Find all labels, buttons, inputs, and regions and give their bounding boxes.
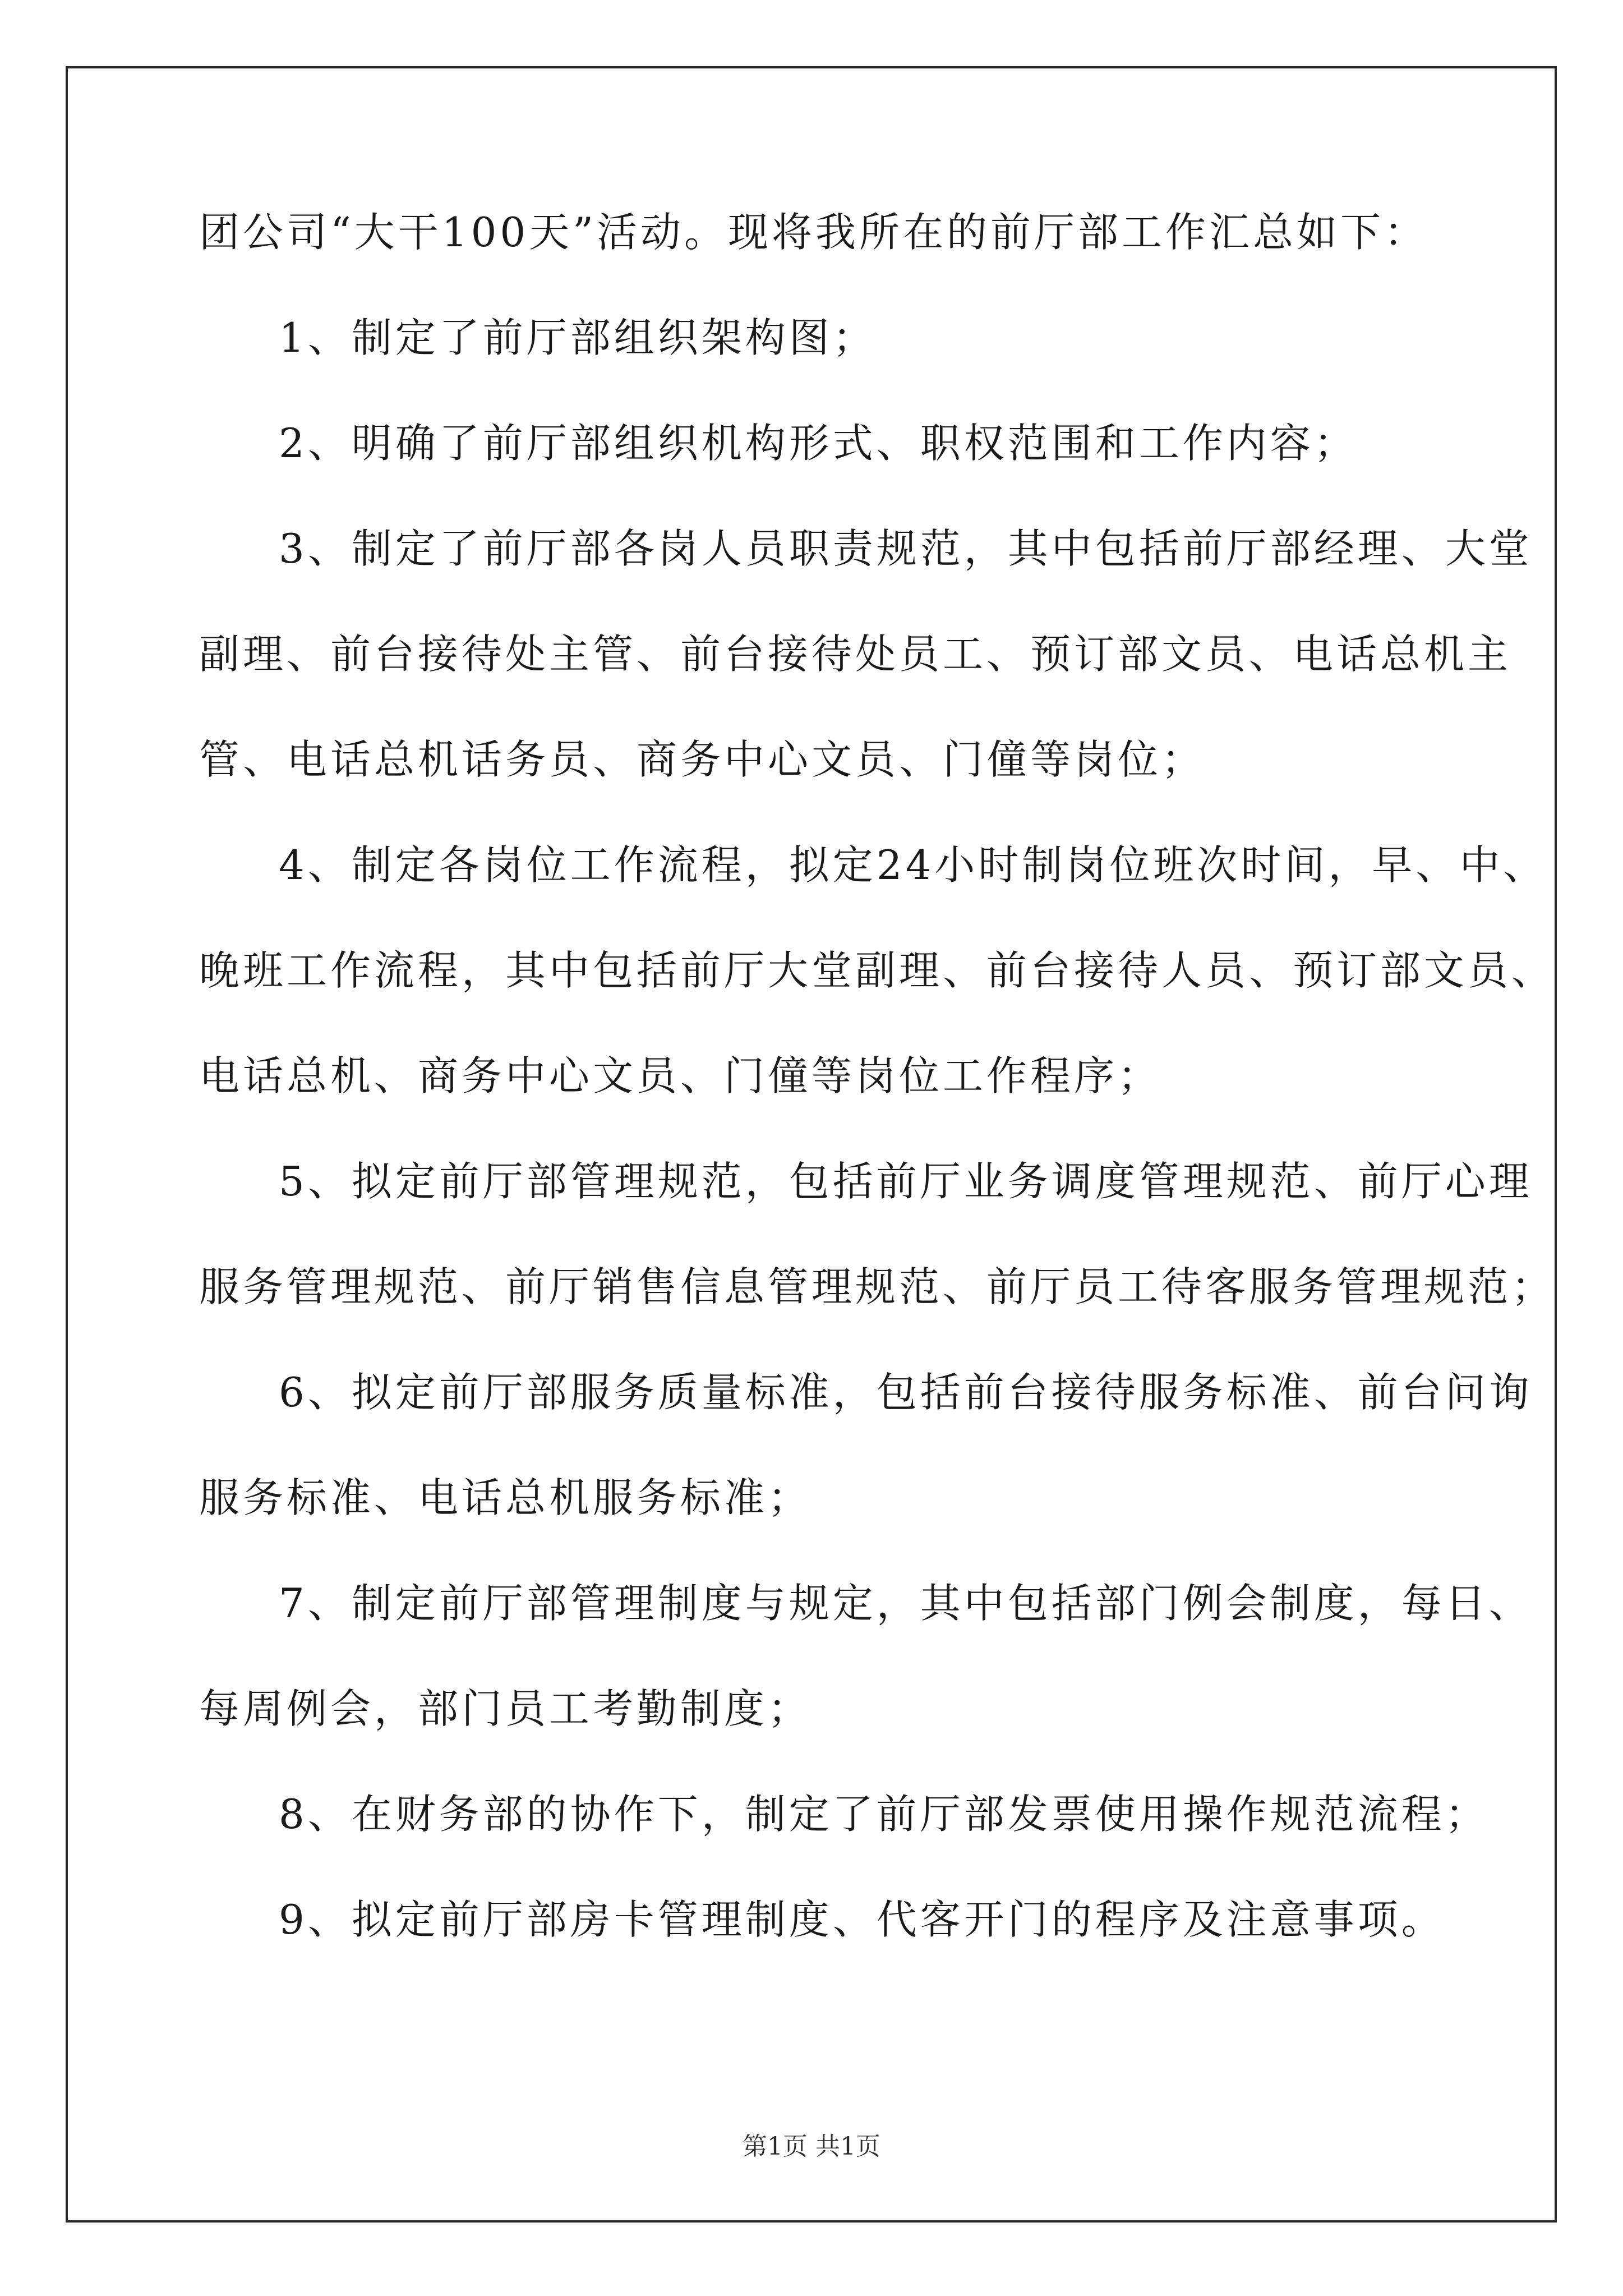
text-line-1: 团公司“大干100天”活动。现将我所在的前厅部工作汇总如下： xyxy=(199,209,1428,256)
list-item-8: 8、在财务部的协作下，制定了前厅部发票使用操作规范流程； xyxy=(279,1791,1489,1838)
list-item-3-cont-1: 副理、前台接待处主管、前台接待处员工、预订部文员、电话总机主 xyxy=(199,631,1512,678)
list-item-5-cont-1: 服务管理规范、前厅销售信息管理规范、前厅员工待客服务管理规范； xyxy=(199,1263,1556,1310)
list-item-4-cont-1: 晚班工作流程，其中包括前厅大堂副理、前台接待人员、预订部文员、 xyxy=(199,947,1556,994)
list-item-1: 1、制定了前厅部组织架构图； xyxy=(279,314,877,361)
list-item-9: 9、拟定前厅部房卡管理制度、代客开门的程序及注意事项。 xyxy=(279,1896,1445,1943)
list-item-6: 6、拟定前厅部服务质量标准，包括前台接待服务标准、前台问询 xyxy=(279,1369,1533,1416)
list-item-7-cont-1: 每周例会，部门员工考勤制度； xyxy=(199,1685,812,1732)
list-item-6-cont-1: 服务标准、电话总机服务标准； xyxy=(199,1474,812,1521)
list-item-4: 4、制定各岗位工作流程，拟定24小时制岗位班次时间，早、中、 xyxy=(279,841,1547,889)
list-item-7: 7、制定前厅部管理制度与规定，其中包括部门例会制度，每日、 xyxy=(279,1580,1533,1627)
list-item-3: 3、制定了前厅部各岗人员职责规范，其中包括前厅部经理、大堂 xyxy=(279,525,1533,572)
page-footer: 第1页 共1页 xyxy=(743,2132,880,2161)
list-item-4-cont-2: 电话总机、商务中心文员、门僮等岗位工作程序； xyxy=(199,1052,1162,1099)
list-item-2: 2、明确了前厅部组织机构形式、职权范围和工作内容； xyxy=(279,420,1358,467)
list-item-3-cont-2: 管、电话总机话务员、商务中心文员、门僮等岗位； xyxy=(199,736,1206,783)
list-item-5: 5、拟定前厅部管理规范，包括前厅业务调度管理规范、前厅心理 xyxy=(279,1158,1533,1205)
